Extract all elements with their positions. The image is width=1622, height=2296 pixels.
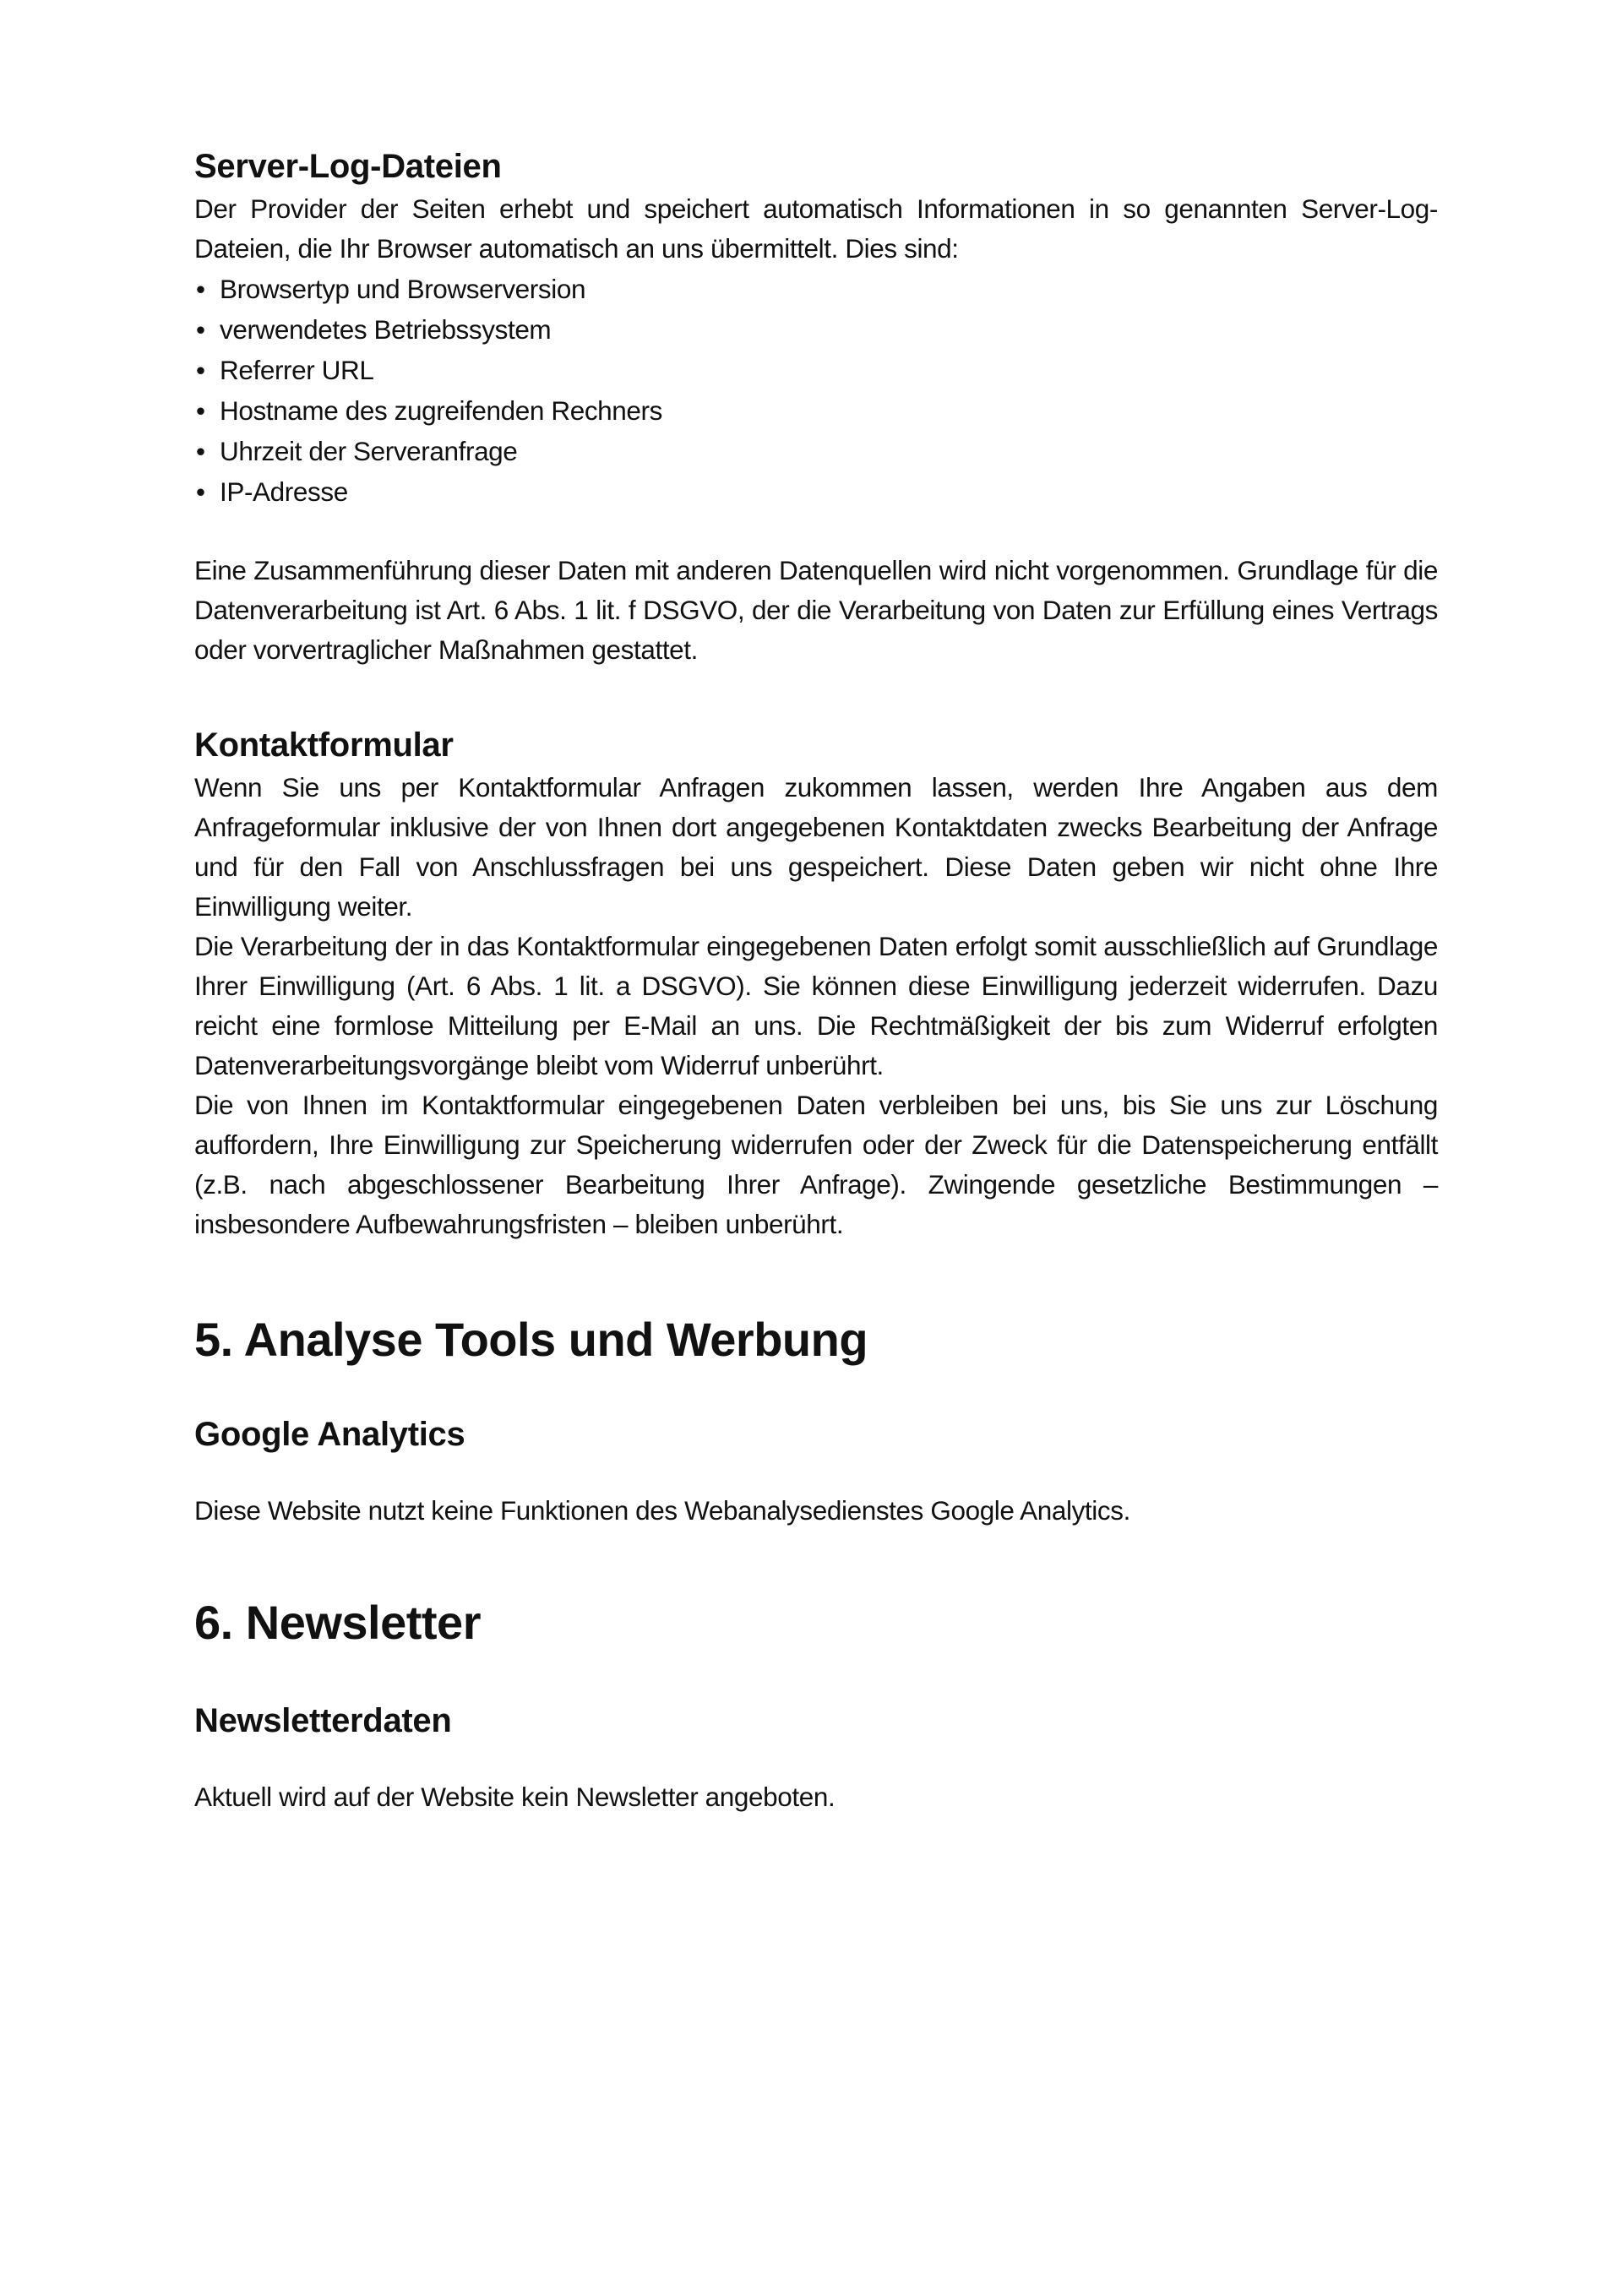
newsletterdaten-heading: Newsletterdaten [194,1702,452,1739]
google-analytics-heading: Google Analytics [194,1416,465,1453]
list-item: • Hostname des zugreifenden Rechners [194,390,1438,431]
google-analytics-body: Diese Website nutzt keine Funktionen des Webanalysedienstes Google Analytics. [194,1495,1130,1526]
server-log-list [194,269,1438,512]
section-5-heading: 5. Analyse Tools und Werbung [194,1313,868,1366]
newsletterdaten-body: Aktuell wird auf der Website kein Newsletter angeboten. [194,1782,835,1812]
list-item: • Uhrzeit der Serveranfrage [194,431,1438,471]
server-log-heading: Server-Log-Dateien [194,148,502,185]
bullet-icon: • [196,395,205,426]
list-item: • verwendetes Betriebssystem [194,309,1438,350]
server-log-intro: Der Provider der Seiten erhebt und speichert automatisch Informationen in so genannten Server-Log-Dateien, die Ihr Browser automatisch an uns übermittelt. Dies sind: [194,193,1438,264]
bullet-icon: • [196,274,205,304]
bullet-icon: • [196,476,205,507]
list-item: • Browsertyp und Browserversion [194,269,1438,309]
list-item: • Referrer URL [194,350,1438,390]
bullet-icon: • [196,314,205,345]
kontaktformular-heading: Kontaktformular [194,726,454,764]
bullet-icon: • [196,436,205,466]
kontaktformular-paragraph-2: Die Verarbeitung der in das Kontaktformular eingegebenen Daten erfolgt somit ausschließlich auf Grundlage Ihrer Einwilligung (Art. 6 Abs. 1 lit. a DSGVO). Sie können diese Einwilligung jederzeit widerrufen. Dazu reicht eine formlose Mitteilung per E-Mail an uns. Die Rechtmäßigkeit der bis zum Widerruf erfolgten Datenverarbeitungsvorgänge bleibt vom Widerruf unberührt. [194,931,1438,1080]
kontaktformular-paragraph-3: Die von Ihnen im Kontaktformular eingegebenen Daten verbleiben bei uns, bis Sie uns zur Löschung auffordern, Ihre Einwilligung zur Speicherung widerrufen oder der Zweck für die Datenspeicherung entfällt (z.B. nach abgeschlossener Bearbeitung Ihrer Anfrage). Zwingende gesetzliche Bestimmungen – insbesondere Aufbewahrungsfristen – bleiben unberührt. [194,1090,1438,1239]
kontaktformular-paragraph-1: Wenn Sie uns per Kontaktformular Anfragen zukommen lassen, werden Ihre Angaben aus dem Anfrageformular inklusive der von Ihnen dort angegebenen Kontaktdaten zwecks Bearbeitung der Anfrage und für den Fall von Anschlussfragen bei uns gespeichert. Diese Daten geben wir nicht ohne Ihre Einwilligung weiter. [194,772,1438,922]
document-page [194,144,1438,1817]
bullet-icon: • [196,355,205,385]
list-item: • IP-Adresse [194,471,1438,512]
server-log-body: Eine Zusammenführung dieser Daten mit anderen Datenquellen wird nicht vorgenommen. Grundlage für die Datenverarbeitung ist Art. 6 Abs. 1 lit. f DSGVO, der die Verarbeitung von Daten zur Erfüllung eines Vertrags oder vorvertraglicher Maßnahmen gestattet. [194,555,1438,665]
section-6-heading: 6. Newsletter [194,1596,481,1649]
